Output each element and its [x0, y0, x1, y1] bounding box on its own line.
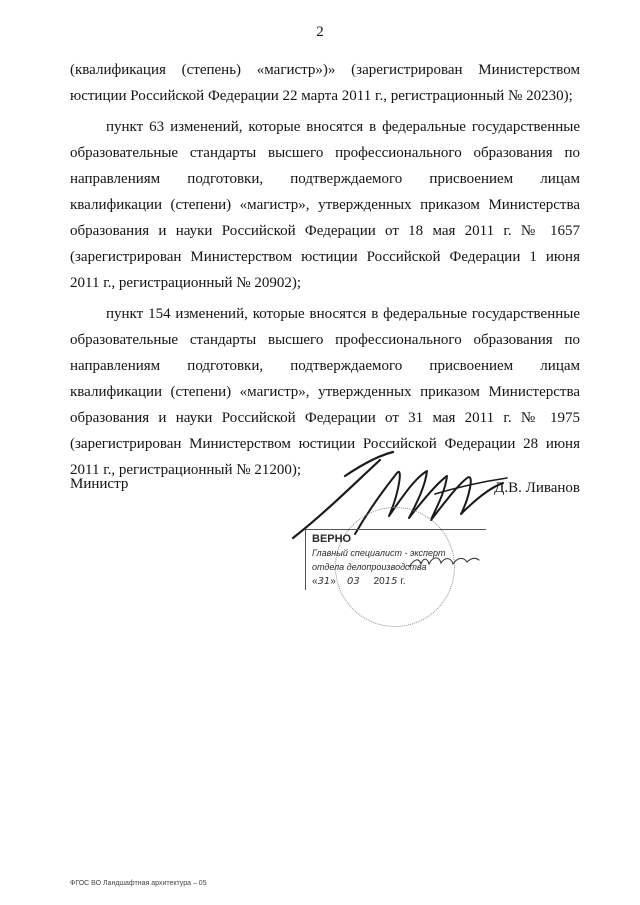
page-number: 2 — [316, 24, 324, 40]
signatory-name: Д.В. Ливанов — [494, 480, 580, 496]
paragraph-continuation: (квалификация (степень) «магистр»)» (зарегистрирован Министерством юстиции Российской Федерации 22 марта 2011 г., регистрационный № 20230); — [70, 62, 580, 104]
stamp-department-line: отдела делопроизводства — [312, 562, 427, 572]
signatory-title: Министр — [70, 476, 129, 492]
stamp-heading: ВЕРНО — [312, 533, 352, 545]
stamp-initials-signature — [407, 554, 482, 570]
footer-note: ФГОС ВО Ландшафтная архитектура – 05 — [70, 880, 207, 887]
signature-block — [70, 468, 580, 528]
date-open-quote: « — [312, 576, 318, 587]
document-body — [70, 57, 580, 488]
date-month: 03 — [346, 576, 360, 587]
date-close-quote: » — [330, 576, 336, 587]
date-year-prefix: 20 — [373, 576, 385, 587]
stamp-position-line: Главный специалист - эксперт — [312, 548, 446, 558]
certification-stamp — [305, 529, 486, 590]
date-year-end: г. — [400, 576, 406, 587]
date-day: 31 — [317, 576, 331, 587]
date-year-suffix: 15 — [384, 576, 398, 587]
stamp-date — [312, 576, 405, 587]
paragraph-point-63: пункт 63 изменений, которые вносятся в федеральные государственные образовательные стандарты высшего профессионального образования по направлениям подготовки, подтверждаемого присвоением лицам квалификации (степени) «магистр», утвержденных приказом Министерства образования и науки Российской Федерации от 18 мая 2011 г. № 1657 (зарегистрирован Министерством юстиции Российской Федерации 1 июня 2011 г., регистрационный № 20902); — [70, 119, 580, 291]
paragraph-point-154: пункт 154 изменений, которые вносятся в федеральные государственные образовательные стандарты высшего профессионального образования по направлениям подготовки, подтверждаемого присвоением лицам квалификации (степени) «магистр», утвержденных приказом Министерства образования и науки Российской Федерации от 31 мая 2011 г. № 1975 (зарегистрирован Министерством юстиции Российской Федерации 28 июня 2011 г., регистрационный № 21200); — [70, 306, 580, 478]
